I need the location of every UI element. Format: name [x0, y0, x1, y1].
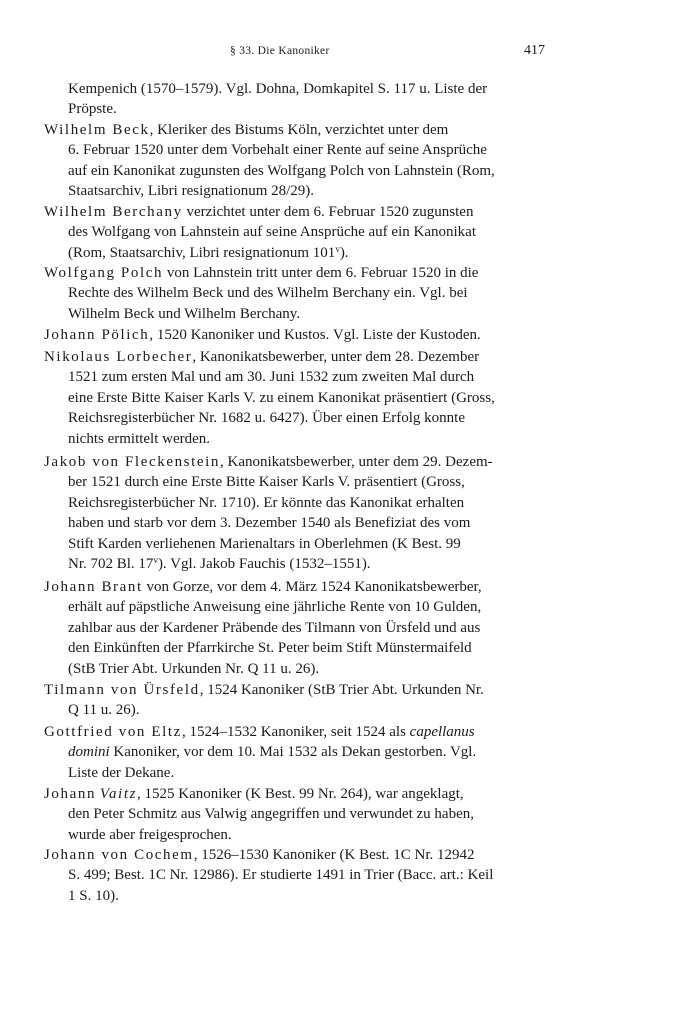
- line-text: ).: [339, 244, 349, 261]
- superscript: v: [153, 554, 158, 565]
- entry-johann-brant: [44, 577, 546, 679]
- line-text: , Kanonikatsbewerber, unter dem 29. Dezem-: [220, 454, 493, 470]
- entry-line: [44, 742, 546, 762]
- entry-line: 6. Februar 1520 unter dem Vorbehalt einer Rente auf seine Ansprüche: [68, 142, 487, 159]
- line-text: (Rom, Staatsarchiv, Libri resignationum 101: [68, 244, 336, 261]
- line-text: ). Vgl. Jakob Fauchis (1532–1551).: [157, 555, 371, 572]
- entry-wilhelm-berchany: [44, 202, 546, 263]
- line-text: , Kleriker des Bistums Köln, verzichtet unter dem: [149, 122, 449, 138]
- line-text: , 1520 Kanoniker und Kustos. Vgl. Liste der Kustoden.: [149, 327, 481, 343]
- entry-line: haben und starb vor dem 3. Dezember 1540 als Benefiziat des vom: [68, 515, 471, 532]
- entry-line: [44, 120, 546, 140]
- entry-name: Jakob von Fleckenstein: [44, 454, 221, 470]
- entry-line: [44, 263, 546, 283]
- entry-line: eine Erste Bitte Kaiser Karls V. zu einem Kanonikat präsentiert (Gross,: [68, 389, 495, 406]
- entry-name: Wolfgang Polch: [44, 265, 164, 281]
- line-text: Kanoniker, vor dem 10. Mai 1532 als Dekan gestorben. Vgl.: [109, 744, 477, 761]
- entry-line: Staatsarchiv, Libri resignationum 28/29).: [68, 183, 315, 200]
- entry-line: [44, 722, 546, 742]
- entry-line: (StB Trier Abt. Urkunden Nr. Q 11 u. 26).: [68, 660, 320, 677]
- entry-line: [44, 845, 546, 865]
- entry-line: Pröpste.: [68, 101, 117, 118]
- entry-name: Johann Pölich: [44, 327, 150, 343]
- entry-line: zahlbar aus der Kardener Präbende des Tilmann von Ürsfeld und aus: [68, 619, 481, 636]
- entry-line: erhält auf päpstliche Anweisung eine jährliche Rente von 10 Gulden,: [68, 599, 482, 616]
- line-text: Nr. 702 Bl. 17: [68, 555, 154, 572]
- line-text: , 1524–1532 Kanoniker, seit 1524 als: [181, 724, 406, 740]
- line-text: verzichtet unter dem 6. Februar 1520 zugunsten: [182, 204, 474, 220]
- entry-line: S. 499; Best. 1C Nr. 12986). Er studierte 1491 in Trier (Bacc. art.: Keil: [68, 867, 494, 884]
- entry-line: den Einkünften der Pfarrkirche St. Peter beim Stift Münstermaifeld: [68, 640, 472, 657]
- entry-line: [44, 325, 546, 345]
- entry-nikolaus-lorbecher: [44, 347, 546, 449]
- line-text: von Gorze, vor dem 4. März 1524 Kanonikatsbewerber,: [142, 579, 482, 595]
- entry-name: Johann: [44, 786, 97, 802]
- line-text: von Lahnstein tritt unter dem 6. Februar 1520 in die: [163, 265, 479, 281]
- entry-name: Wilhelm Berchany: [44, 204, 183, 220]
- entry-line: auf ein Kanonikat zugunsten des Wolfgang Polch von Lahnstein (Rom,: [68, 162, 495, 179]
- page-header: [0, 45, 700, 67]
- entry-line: ber 1521 durch eine Erste Bitte Kaiser Karls V. präsentiert (Gross,: [68, 474, 465, 491]
- entry-line: Reichsregisterbücher Nr. 1682 u. 6427). Über einen Erfolg konnte: [68, 410, 465, 427]
- entry-name: Johann von Cochem: [44, 847, 194, 863]
- entry-line: [44, 554, 546, 574]
- entry-line: des Wolfgang von Lahnstein auf seine Ansprüche auf ein Kanonikat: [68, 224, 476, 241]
- entry-line: [44, 202, 546, 222]
- entry-name: Gottfried von Eltz: [44, 724, 182, 740]
- entry-line: Rechte des Wilhelm Beck und des Wilhelm Berchany ein. Vgl. bei: [68, 285, 468, 302]
- entry-line: Q 11 u. 26).: [68, 702, 140, 719]
- entry-name-italic: Vaitz: [99, 786, 138, 802]
- latin-term: capellanus: [409, 724, 475, 740]
- entry-johann-von-cochem: [44, 845, 546, 906]
- page-number: 417: [524, 43, 545, 58]
- entry-name: Wilhelm Beck: [44, 122, 150, 138]
- entry-johann-vaitz: [44, 784, 546, 845]
- entry-line: [44, 680, 546, 700]
- entry-jakob-von-fleckenstein: [44, 452, 546, 574]
- line-text: , 1525 Kanoniker (K Best. 99 Nr. 264), war angeklagt,: [137, 786, 464, 802]
- entry-line: [44, 784, 546, 804]
- entry-name: Nikolaus Lorbecher: [44, 349, 193, 365]
- entry-line: [44, 243, 546, 263]
- entry-wolfgang-polch: [44, 263, 546, 324]
- line-text: Kempenich (1570–1579). Vgl. Dohna, Domkapitel S. 117 u. Liste der: [68, 81, 488, 97]
- entry-line: den Peter Schmitz aus Valwig angegriffen und verwundet zu haben,: [68, 806, 474, 823]
- entry-line: Reichsregisterbücher Nr. 1710). Er könnte das Kanonikat erhalten: [68, 494, 465, 511]
- entry-line: Stift Karden verliehenen Marienaltars in Oberlehmen (K Best. 99: [68, 535, 461, 552]
- entry-continuation: [44, 79, 546, 120]
- entry-line: 1521 zum ersten Mal und am 30. Juni 1532 zum zweiten Mal durch: [68, 369, 475, 386]
- entry-line: [44, 452, 546, 472]
- line-text: , 1526–1530 Kanoniker (K Best. 1C Nr. 12942: [193, 847, 475, 863]
- latin-term: domini: [68, 744, 110, 761]
- entry-line: Liste der Dekane.: [68, 764, 175, 781]
- entry-line: [44, 347, 546, 367]
- entry-line: 1 S. 10).: [68, 887, 119, 904]
- entry-wilhelm-beck: [44, 120, 546, 202]
- entry-line: [44, 577, 546, 597]
- entry-line: nichts ermittelt werden.: [68, 430, 211, 447]
- entry-johann-poelich: [44, 325, 546, 345]
- line-text: , 1524 Kanoniker (StB Trier Abt. Urkunden Nr.: [199, 682, 484, 698]
- entry-line: Wilhelm Beck und Wilhelm Berchany.: [68, 305, 301, 322]
- line-text: , Kanonikatsbewerber, unter dem 28. Dezember: [192, 349, 480, 365]
- entry-line: wurde aber freigesprochen.: [68, 826, 232, 843]
- entry-tilmann-von-uersfeld: [44, 680, 546, 721]
- running-head: § 33. Die Kanoniker: [230, 45, 330, 57]
- entry-name: Tilmann von Ürsfeld: [44, 682, 200, 698]
- superscript: v: [335, 243, 340, 254]
- entry-line: [44, 79, 546, 99]
- entry-gottfried-von-eltz: [44, 722, 546, 783]
- entry-name: Johann Brant: [44, 579, 143, 595]
